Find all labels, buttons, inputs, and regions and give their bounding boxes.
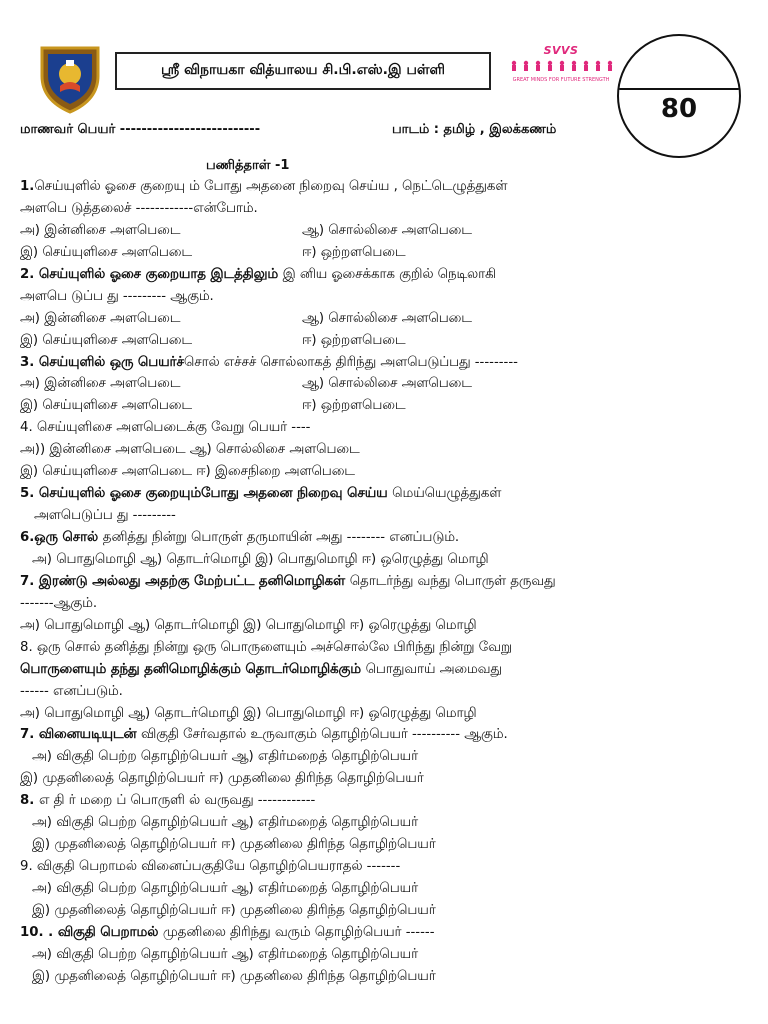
question-line bbox=[20, 681, 744, 703]
question-line bbox=[20, 790, 744, 812]
line-text: ------ எனப்படும். bbox=[20, 683, 123, 699]
line-text: பொதுவாய் bbox=[365, 661, 436, 677]
line-text: அமைவது bbox=[435, 661, 502, 677]
question-line bbox=[20, 878, 744, 900]
line-text: தனித்து நின்று bbox=[102, 530, 187, 545]
school-crest-logo bbox=[36, 42, 104, 114]
student-info-row bbox=[20, 122, 630, 142]
question-line bbox=[20, 922, 744, 944]
question-line bbox=[20, 812, 744, 834]
line-text: அ) விகுதி பெற்ற தொழிற்பெயர் ஆ) எதிர்மறைத் தொழிற்பெயர் bbox=[32, 946, 419, 962]
school-name-title: ஸ்ரீ விநாயகா வித்யாலய சி.பி.எஸ்.இ பள்ளி bbox=[115, 52, 491, 90]
emphasis-text: 2. செய்யுளில் ஓசை குறையாத இடத்திலும் bbox=[20, 266, 283, 282]
question-line bbox=[20, 417, 744, 439]
question-line bbox=[20, 483, 744, 505]
question-line bbox=[20, 527, 744, 549]
line-text: அ) பொதுமொழி ஆ) தொடர்மொழி இ) பொதுமொழி ஈ) ஒரெழுத்து மொழி bbox=[32, 551, 489, 567]
question-line bbox=[20, 768, 744, 790]
question-line bbox=[20, 637, 744, 659]
line-text: குறில் நெடிலாகி bbox=[394, 266, 496, 282]
line-text: எ தி ர் மறை ப் bbox=[38, 793, 127, 809]
score-divider bbox=[619, 88, 739, 90]
line-text: பொருளி ல் வருவது ------------ bbox=[126, 793, 316, 809]
question-line bbox=[20, 593, 744, 615]
line-text: அ) பொதுமொழி ஆ) தொடர்மொழி இ) பொதுமொழி ஈ) ஒரெழுத்து மொழி bbox=[20, 705, 477, 721]
line-text: இ னிய ஓசைக்காக bbox=[282, 266, 395, 282]
emphasis-text: 3. செய்யுளில் ஒரு பெயர்ச் bbox=[20, 354, 184, 370]
line-text: இ) செய்யுளிசை அளபெடை ஈ) இசைநிறை அளபெடை bbox=[20, 464, 355, 480]
question-list bbox=[20, 176, 744, 988]
line-text: வந்து பொருள் தருவது bbox=[413, 573, 556, 589]
question-line bbox=[20, 439, 744, 461]
answer-option: ஈ) ஒற்றளபெடை bbox=[302, 332, 406, 348]
emphasis-text: 10. . விகுதி பெறாமல் bbox=[20, 924, 163, 940]
line-text: என்போம். bbox=[193, 200, 258, 216]
emphasis-text: 8. bbox=[20, 793, 39, 809]
line-text: இ) முதனிலைத் தொழிற்பெயர் ஈ) முதனிலை திரிந்த தொழிற்பெயர் bbox=[32, 902, 436, 918]
line-text: 8. ஒரு சொல் தனித்து நின்று ஒரு பொருளையும் அச்சொல்லே பிரிந்து நின்று வேறு bbox=[20, 639, 512, 655]
score-circle bbox=[617, 34, 741, 158]
line-text: ------------ bbox=[135, 200, 194, 216]
question-line bbox=[20, 330, 744, 352]
people-chain-icon bbox=[506, 60, 616, 72]
question-line bbox=[20, 944, 744, 966]
emphasis-text: 7. வினையடியுடன் bbox=[20, 727, 142, 743]
question-line bbox=[20, 176, 744, 198]
line-text: 4. செய்யுளிசை அளபெடைக்கு வேறு பெயர் ---- bbox=[20, 420, 311, 436]
answer-option: ஈ) ஒற்றளபெடை bbox=[302, 398, 406, 414]
question-line bbox=[20, 242, 744, 264]
svvs-logo-text: SVVS bbox=[543, 44, 579, 57]
question-line bbox=[20, 373, 744, 395]
line-text: இ) முதனிலைத் தொழிற்பெயர் ஈ) முதனிலை திரிந்த தொழிற்பெயர் bbox=[32, 968, 436, 984]
line-text: செய்யுளில் ஓசை bbox=[34, 179, 136, 194]
question-line bbox=[20, 856, 744, 878]
line-text: அ) விகுதி பெற்ற தொழிற்பெயர் ஆ) எதிர்மறைத் தொழிற்பெயர் bbox=[32, 749, 419, 765]
line-text: அ)) இன்னிசை அளபெடை ஆ) சொல்லிசை அளபெடை bbox=[20, 442, 360, 458]
answer-option: அ) இன்னிசை அளபெடை bbox=[20, 222, 181, 238]
question-line bbox=[20, 286, 744, 308]
question-line bbox=[20, 571, 744, 593]
question-line bbox=[20, 264, 744, 286]
line-text: அளபெ டுப்ப து --------- ஆகும். bbox=[20, 288, 214, 304]
question-line bbox=[20, 615, 744, 637]
line-text: அ) பொதுமொழி ஆ) தொடர்மொழி இ) பொதுமொழி ஈ) ஒரெழுத்து மொழி bbox=[20, 617, 477, 633]
score-value: 80 bbox=[660, 94, 698, 124]
question-line bbox=[20, 505, 744, 527]
line-text: குறையு ம் போது அதனை நிறைவு செய்ய , நெட்டெழுத்துகள் bbox=[135, 179, 508, 194]
question-line bbox=[20, 834, 744, 856]
line-text: விகுதி bbox=[141, 727, 179, 743]
answer-option: ஆ) சொல்லிசை அளபெடை bbox=[302, 310, 472, 326]
line-text: முதனிலை திரிந்து bbox=[162, 924, 271, 940]
question-line bbox=[20, 703, 744, 725]
emphasis-text: 1. bbox=[20, 179, 35, 194]
answer-option: இ) செய்யுளிசை அளபெடை bbox=[20, 244, 192, 260]
answer-option: இ) செய்யுளிசை அளபெடை bbox=[20, 398, 192, 414]
question-line bbox=[20, 461, 744, 483]
question-line bbox=[20, 220, 744, 242]
emphasis-text: 6.ஒரு சொல் bbox=[20, 530, 103, 545]
emphasis-text: 5. செய்யுளில் ஓசை குறையும்போது அதனை நிறைவு செய்ய bbox=[20, 486, 393, 502]
question-line bbox=[20, 352, 744, 374]
question-line bbox=[20, 659, 744, 681]
emphasis-text: 7. இரண்டு அல்லது அதற்கு மேற்பட்ட தனிமொழிகள் bbox=[20, 573, 350, 589]
line-text: சேர்வதால் உருவாகும் தொழிற்பெயர் ---------- ஆகும். bbox=[178, 727, 508, 743]
line-text: சொல் bbox=[183, 354, 220, 370]
line-text: இ) முதனிலைத் தொழிற்பெயர் ஈ) முதனிலை திரிந்த தொழிற்பெயர் bbox=[32, 837, 436, 853]
answer-option: அ) இன்னிசை அளபெடை bbox=[20, 310, 181, 326]
question-line bbox=[20, 198, 744, 220]
line-text: அளபெ டுத்தலைச் bbox=[20, 200, 136, 216]
answer-option: அ) இன்னிசை அளபெடை bbox=[20, 376, 181, 392]
worksheet-title: பணித்தாள் -1 bbox=[206, 158, 290, 173]
subject-label: பாடம் : தமிழ் , இலக்கணம் bbox=[392, 122, 557, 137]
line-text: எச்சச் சொல்லாகத் திரிந்து அளபெடுப்பது --------- bbox=[219, 354, 518, 370]
line-text: -------ஆகும். bbox=[20, 595, 98, 611]
answer-option: ஈ) ஒற்றளபெடை bbox=[302, 244, 406, 260]
line-text: வரும் தொழிற்பெயர் ------ bbox=[270, 924, 435, 940]
line-text: அ) விகுதி பெற்ற தொழிற்பெயர் ஆ) எதிர்மறைத் தொழிற்பெயர் bbox=[32, 815, 419, 831]
line-text: மெய்யெழுத்துகள் bbox=[392, 486, 502, 502]
question-line bbox=[20, 900, 744, 922]
svvs-logo-tagline: GREAT MINDS FOR FUTURE STRENGTH bbox=[512, 77, 610, 83]
question-line bbox=[20, 549, 744, 571]
question-line bbox=[20, 746, 744, 768]
line-text: தொடர்ந்து bbox=[349, 573, 414, 589]
line-text: இ) முதனிலைத் தொழிற்பெயர் ஈ) முதனிலை திரிந்த தொழிற்பெயர் bbox=[20, 771, 424, 787]
answer-option: ஆ) சொல்லிசை அளபெடை bbox=[302, 376, 472, 392]
question-line bbox=[20, 308, 744, 330]
student-name-label: மாணவர் பெயர் -------------------------- bbox=[20, 122, 261, 137]
svvs-logo bbox=[506, 44, 616, 83]
question-line bbox=[20, 395, 744, 417]
answer-option: ஆ) சொல்லிசை அளபெடை bbox=[302, 222, 472, 238]
answer-option: இ) செய்யுளிசை அளபெடை bbox=[20, 332, 192, 348]
question-line bbox=[20, 724, 744, 746]
line-text: பொருள் தருமாயின் அது -------- எனப்படும். bbox=[186, 530, 460, 545]
question-line bbox=[20, 966, 744, 988]
line-text: அளபெடுப்ப து --------- bbox=[34, 508, 176, 524]
line-text: 9. விகுதி பெறாமல் வினைப்பகுதியே தொழிற்பெயராதல் ------- bbox=[20, 859, 401, 875]
emphasis-text: பொருளையும் தந்து தனிமொழிக்கும் தொடர்மொழிக்கும் bbox=[20, 661, 366, 677]
line-text: அ) விகுதி பெற்ற தொழிற்பெயர் ஆ) எதிர்மறைத் தொழிற்பெயர் bbox=[32, 881, 419, 896]
